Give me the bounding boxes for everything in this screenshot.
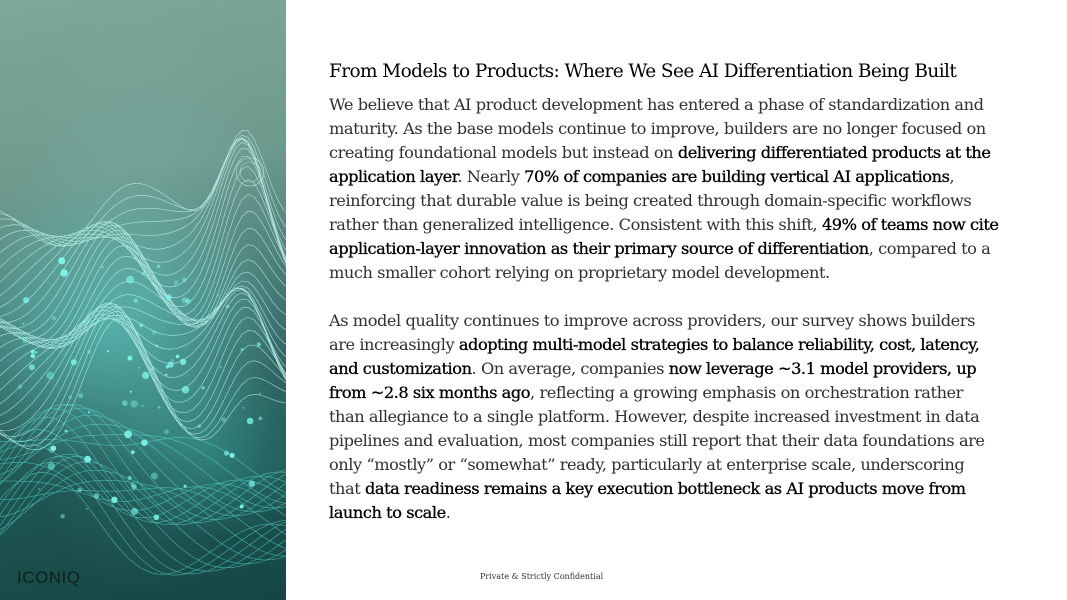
particle-dot: [35, 351, 38, 354]
abstract-wave-illustration: [0, 0, 286, 600]
highlighted-text: delivering differentiated products at the application layer: [329, 143, 991, 186]
particle-dot: [124, 430, 132, 438]
body-text: .: [445, 503, 451, 522]
particle-dot: [61, 269, 63, 271]
body-text: As model quality continues to improve across providers, our survey shows builders are increasingly: [329, 311, 975, 354]
particle-dot: [240, 505, 244, 509]
particle-dot: [111, 497, 117, 503]
particle-dot: [216, 294, 219, 297]
body-text: . On average, companies: [471, 359, 669, 378]
highlighted-text: data readiness remains a key execution bottleneck as AI products move from launch to scale: [329, 479, 966, 522]
particle-dot: [182, 386, 189, 393]
main-content: [329, 59, 999, 549]
particle-dot: [31, 354, 36, 359]
particle-dot: [224, 451, 229, 456]
particle-dot: [94, 493, 99, 498]
particle-dot: [166, 294, 172, 300]
particle-dot: [154, 515, 160, 521]
particle-dot: [18, 384, 23, 389]
particle-dot: [87, 350, 91, 354]
particle-dot: [202, 386, 205, 389]
particle-dot: [226, 305, 230, 309]
particle-dot: [122, 400, 128, 406]
particle-dot: [168, 361, 174, 367]
particle-dot: [241, 348, 244, 351]
particle-dot: [220, 366, 222, 368]
particle-dot: [165, 374, 167, 376]
particle-dot: [52, 316, 56, 320]
page-title: From Models to Products: Where We See AI Differentiation Being Built: [329, 61, 957, 82]
particle-dot: [58, 257, 65, 264]
particle-dot: [242, 407, 244, 409]
highlighted-text: adopting multi-model strategies to balance reliability, cost, latency, and customization: [329, 335, 980, 378]
particle-dot: [133, 298, 138, 303]
particle-dot: [182, 278, 187, 283]
particle-dot: [29, 364, 35, 370]
particle-dot: [141, 405, 143, 407]
confidentiality-footer: Private & Strictly Confidential: [480, 572, 604, 581]
particle-dot: [46, 372, 54, 380]
particle-dot: [22, 323, 24, 325]
particle-dot: [84, 456, 91, 463]
body-text: We believe that AI product development has entered a phase of standardization and maturity. As the base models continue to improve, builders are no longer focused on creating foundational models but instead on: [329, 95, 986, 162]
particle-dot: [151, 368, 153, 370]
particle-dot: [139, 323, 143, 327]
particle-dot: [249, 481, 255, 487]
body-text: . Nearly: [457, 167, 525, 186]
particle-dot: [157, 265, 161, 269]
particle-dot: [127, 356, 132, 361]
particle-dot: [83, 318, 89, 324]
particle-dot: [107, 350, 109, 352]
particle-dot: [259, 393, 261, 395]
particle-dot: [152, 331, 156, 335]
highlighted-text: 70% of companies are building vertical AI applications: [524, 167, 950, 186]
particle-dot: [176, 355, 180, 359]
body-paragraph-2: [329, 309, 999, 525]
particle-dot: [164, 429, 169, 434]
particle-dot: [151, 473, 158, 480]
particle-dot: [23, 297, 29, 303]
particle-dot: [139, 367, 141, 369]
particle-dot: [77, 488, 82, 493]
body-paragraph-1: [329, 93, 999, 285]
particle-dot: [130, 391, 132, 393]
particle-dot: [174, 285, 176, 287]
particle-dot: [158, 406, 160, 408]
particle-dot: [141, 439, 148, 446]
company-logo: ICONIQ: [17, 568, 81, 587]
particle-dot: [22, 338, 28, 344]
particle-dot: [119, 316, 123, 320]
particle-dot: [88, 411, 90, 413]
particle-dot: [102, 266, 104, 268]
particle-dot: [259, 417, 263, 421]
particle-dot: [71, 359, 77, 365]
particle-dot: [31, 350, 35, 354]
particle-dot: [48, 463, 55, 470]
particle-dot: [131, 508, 138, 515]
particle-dot: [174, 280, 178, 284]
particle-dot: [221, 417, 226, 422]
particle-dot: [78, 393, 83, 398]
particle-dot: [230, 453, 235, 458]
particle-dot: [184, 485, 187, 488]
particle-dot: [68, 395, 72, 399]
particle-dot: [130, 400, 137, 407]
particle-dot: [156, 345, 159, 348]
particle-dot: [142, 272, 145, 275]
particle-dot: [182, 297, 188, 303]
particle-dot: [257, 342, 261, 346]
particle-dot: [38, 488, 40, 490]
particle-dot: [86, 508, 88, 510]
particle-dot: [66, 338, 68, 340]
particle-dot: [131, 450, 135, 454]
particle-dot: [142, 372, 149, 379]
particle-dot: [51, 446, 56, 451]
particle-dot: [126, 276, 134, 284]
highlighted-text: 49% of teams now cite application-layer innovation as their primary source of differentiation: [329, 215, 999, 258]
particle-dot: [60, 514, 64, 518]
highlighted-text: now leverage ~3.1 model providers, up from ~2.8 six months ago: [329, 359, 977, 402]
particle-dot: [128, 476, 132, 480]
particle-dot: [198, 425, 201, 428]
body-text: , reflecting a growing emphasis on orchestration rather than allegiance to a single platform. However, despite increased investment in data pipelines and evaluation, most companies still report that their data foundations are only “mostly” or “somewhat” ready, particularly at enterprise scale, underscoring that: [329, 383, 985, 498]
body-text: , reinforcing that durable value is being created through domain-specific workflows rather than generalized intelligence. Consistent with this shift,: [329, 167, 972, 234]
particle-dot: [171, 359, 173, 361]
particle-dot: [65, 430, 68, 433]
decorative-panel: [0, 0, 286, 600]
body-text: , compared to a much smaller cohort relying on proprietary model development.: [329, 239, 991, 282]
particle-dot: [180, 359, 186, 365]
particle-dot: [247, 418, 254, 425]
particle-dot: [130, 482, 134, 486]
